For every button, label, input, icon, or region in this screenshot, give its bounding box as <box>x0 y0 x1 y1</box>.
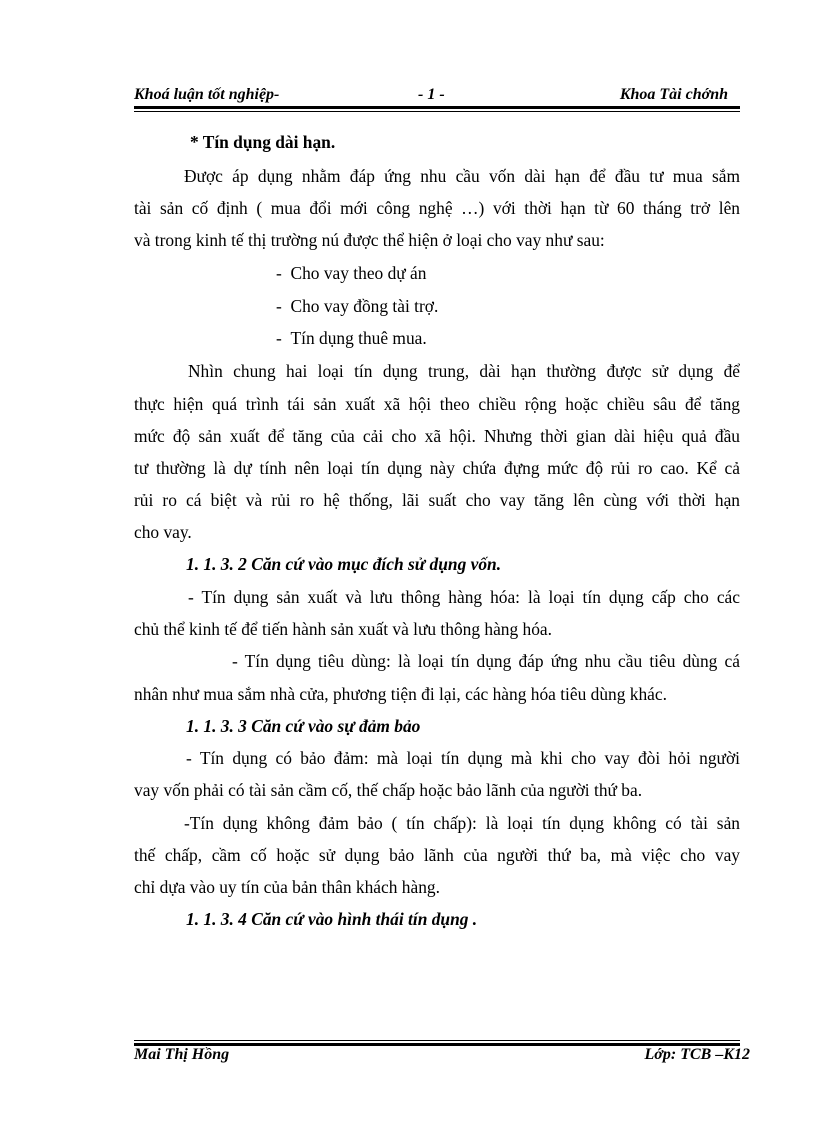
list-item-3: - Tín dụng thuê mua. <box>276 328 427 348</box>
heading-1-1-3-3: 1. 1. 3. 3 Căn cứ vào sự đảm bảo <box>186 716 421 736</box>
list-item-1: - Cho vay theo dự án <box>276 263 427 283</box>
heading-1-1-3-4: 1. 1. 3. 4 Căn cứ vào hình thái tín dụng . <box>186 909 478 929</box>
header-rule-thin <box>134 111 740 112</box>
header-rule-thick <box>134 106 740 109</box>
list-item-3-text: Tín dụng thuê mua. <box>290 328 427 348</box>
para2-line3: mức độ sản xuất để tăng của cải cho xã hội. Nhưng thời gian dài hiệu quả đầu <box>134 426 740 446</box>
para2-line1: Nhìn chung hai loại tín dụng trung, dài hạn thường được sử dụng để <box>188 361 740 381</box>
para5-line2: vay vốn phải có tài sản cầm cố, thế chấp hoặc bảo lãnh của người thứ ba. <box>134 780 643 800</box>
para1-line3: và trong kinh tế thị trường nú được thể hiện ở loại cho vay như sau: <box>134 230 605 250</box>
para2-line2: thực hiện quá trình tái sản xuất xã hội theo chiều rộng hoặc chiều sâu để tăng <box>134 394 740 414</box>
heading-long-term-credit: * Tín dụng dài hạn. <box>190 132 336 152</box>
para6-line3: chỉ dựa vào uy tín của bản thân khách hàng. <box>134 877 440 897</box>
para6-line2: thế chấp, cầm cố hoặc sử dụng bảo lãnh của người thứ ba, mà việc cho vay <box>134 845 740 865</box>
para6-line1: -Tín dụng không đảm bảo ( tín chấp): là loại tín dụng không có tài sản <box>184 813 740 833</box>
list-item-2-text: Cho vay đồng tài trợ. <box>290 296 439 316</box>
footer-rule-thin <box>134 1040 740 1041</box>
header-thesis-label: Khoá luận tốt nghiệp- <box>134 86 280 103</box>
para3-line1: - Tín dụng sản xuất và lưu thông hàng hóa: là loại tín dụng cấp cho các <box>188 587 740 607</box>
para1-line2: tài sản cố định ( mua đổi mới công nghệ …) với thời hạn từ 60 tháng trở lên <box>134 198 740 218</box>
list-item-2: - Cho vay đồng tài trợ. <box>276 296 439 316</box>
list-item-1-text: Cho vay theo dự án <box>290 263 427 283</box>
para1-line1: Được áp dụng nhằm đáp ứng nhu cầu vốn dài hạn để đầu tư mua sắm <box>184 166 740 186</box>
para2-line5: rủi ro cá biệt và rủi ro hệ thống, lãi suất cho vay tăng lên cùng với thời hạn <box>134 490 740 510</box>
header-faculty-label: Khoa Tài chớnh <box>619 86 728 103</box>
para2-line4: tư thường là dự tính nên loại tín dụng này chứa đựng mức độ rủi ro cao. Kể cả <box>134 458 740 478</box>
para4-line1: - Tín dụng tiêu dùng: là loại tín dụng đáp ứng nhu cầu tiêu dùng cá <box>232 651 740 671</box>
footer-class: Lớp: TCB –K12 <box>644 1046 750 1063</box>
para2-line6: cho vay. <box>134 522 192 542</box>
para5-line1: - Tín dụng có bảo đảm: mà loại tín dụng mà khi cho vay đòi hỏi người <box>186 748 740 768</box>
footer-author: Mai Thị Hồng <box>134 1046 230 1063</box>
para4-line2: nhân như mua sắm nhà cửa, phương tiện đi lại, các hàng hóa tiêu dùng khác. <box>134 684 667 704</box>
header-page-number: - 1 - <box>418 86 445 103</box>
para3-line2: chủ thể kinh tế để tiến hành sản xuất và lưu thông hàng hóa. <box>134 619 553 639</box>
heading-1-1-3-2: 1. 1. 3. 2 Căn cứ vào mục đích sử dụng vốn. <box>186 554 502 574</box>
